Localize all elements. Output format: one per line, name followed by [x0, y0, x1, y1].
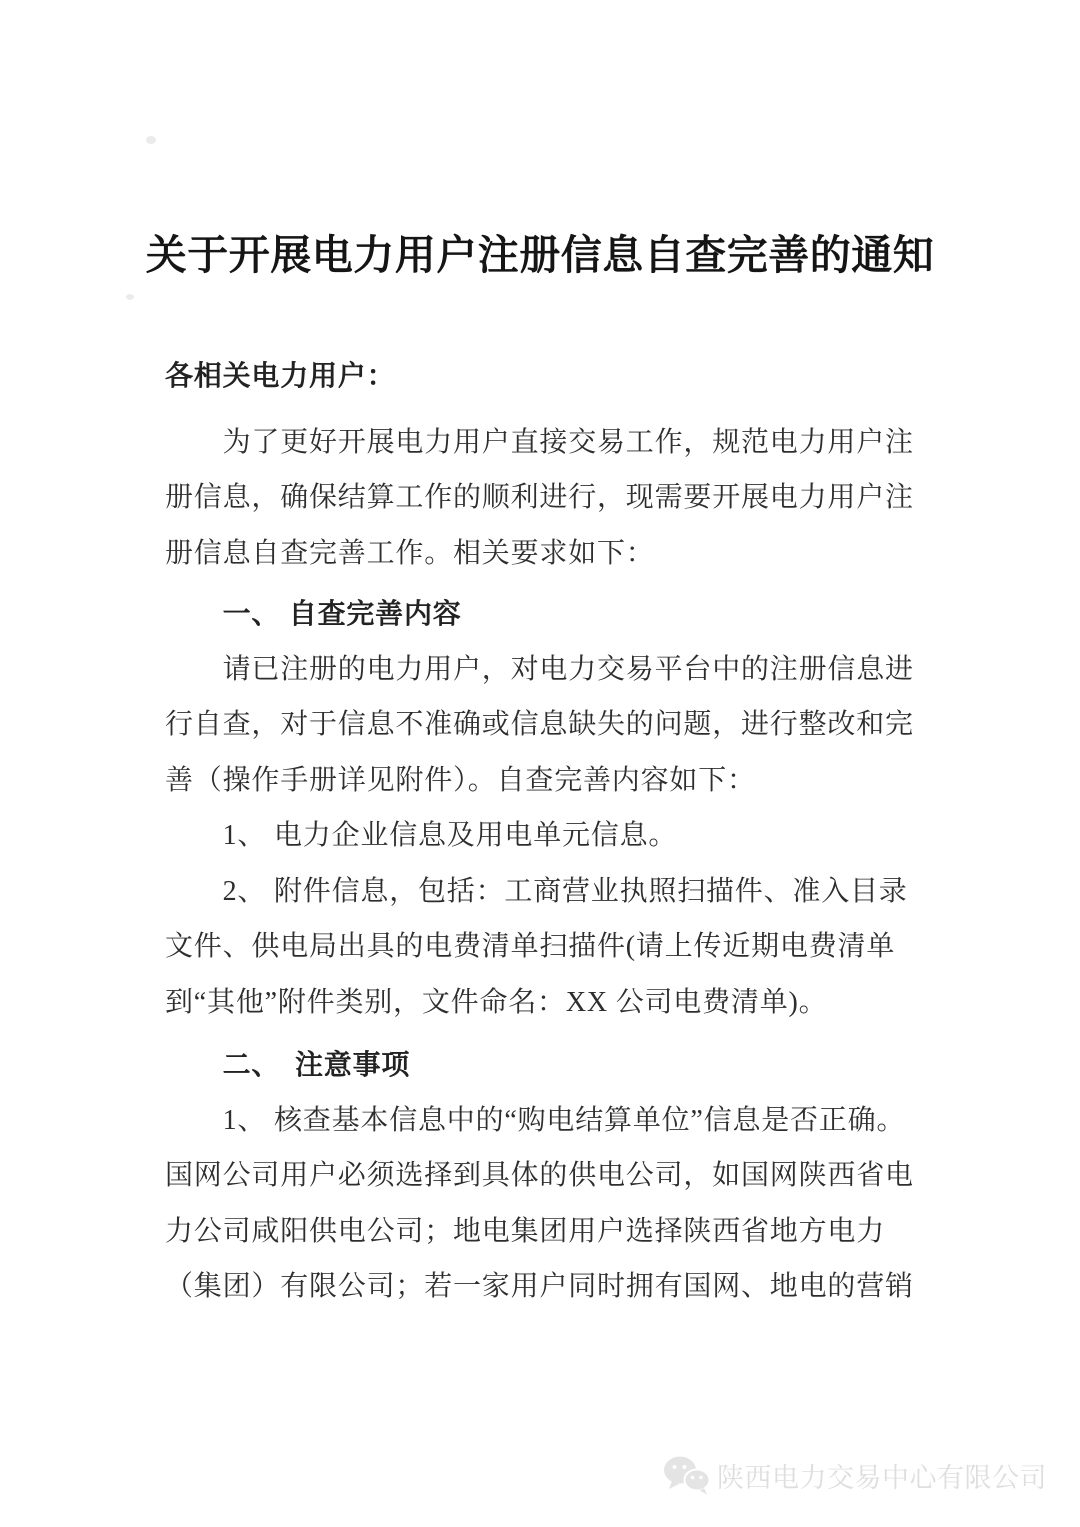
- text-line: 请已注册的电力用户，对电力交易平台中的注册信息进: [222, 653, 914, 685]
- scan-artifact: [146, 136, 156, 144]
- page-title: 关于开展电力用户注册信息自查完善的通知: [145, 232, 935, 278]
- text-line: 为了更好开展电力用户直接交易工作，规范电力用户注: [222, 426, 914, 458]
- text-line: 册信息，确保结算工作的顺利进行，现需要开展电力用户注: [165, 482, 914, 513]
- section-heading-2: [165, 1037, 917, 1093]
- text-line: 册信息自查完善工作。相关要求如下：: [165, 537, 655, 569]
- text-line: 二、 注意事项: [222, 1049, 411, 1080]
- text-line: 善（操作手册详见附件）。自查完善内容如下：: [165, 764, 756, 796]
- text-line: 文件、供电局出具的电费清单扫描件(请上传近期电费清单: [165, 931, 896, 962]
- text-line: 国网公司用户必须选择到具体的供电公司，如国网陕西省电: [165, 1160, 914, 1191]
- text-line: 1、 核查基本信息中的“购电结算单位”信息是否正确。: [222, 1104, 906, 1136]
- document-body: [165, 348, 917, 1315]
- paragraph-intro: [165, 415, 917, 582]
- text-line: 各相关电力用户：: [165, 360, 396, 391]
- scan-artifact: [126, 294, 134, 300]
- wechat-icon: [663, 1454, 711, 1496]
- watermark-footer: [663, 1447, 1047, 1503]
- list-item-2: [165, 864, 917, 1031]
- text-line: 到“其他”附件类别，文件命名：XX 公司电费清单)。: [165, 986, 828, 1018]
- text-line: 1、 电力企业信息及用电单元信息。: [222, 820, 678, 851]
- text-line: 一、 自查完善内容: [222, 598, 462, 629]
- text-line: （集团）有限公司；若一家用户同时拥有国网、地电的营销: [165, 1271, 914, 1302]
- salutation: [165, 348, 917, 404]
- paragraph-notes-item-1: [165, 1093, 917, 1315]
- list-item-1: [165, 808, 917, 864]
- paragraph-self-check: [165, 642, 917, 809]
- text-line: 行自查，对于信息不准确或信息缺失的问题，进行整改和完: [165, 709, 914, 740]
- text-line: 力公司咸阳供电公司；地电集团用户选择陕西省地方电力: [165, 1215, 886, 1247]
- text-line: 2、 附件信息，包括：工商营业执照扫描件、准入目录: [222, 875, 908, 907]
- watermark-company-name: 陕西电力交易中心有限公司: [717, 1462, 1047, 1493]
- section-heading-1: [165, 586, 917, 642]
